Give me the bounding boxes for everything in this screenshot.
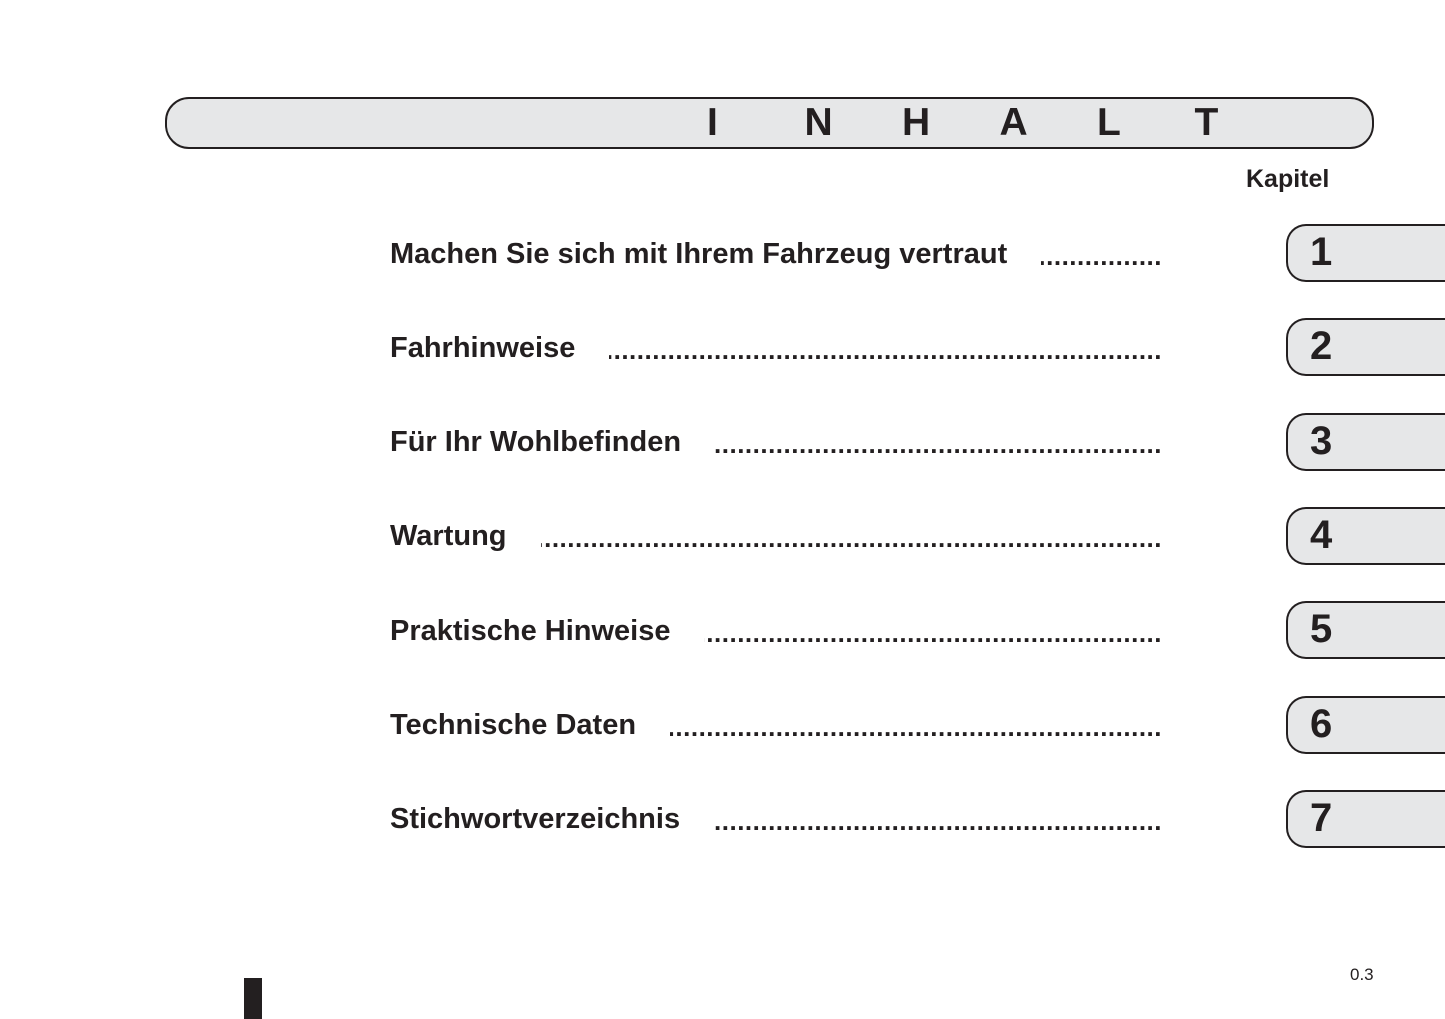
toc-entry[interactable] [390, 328, 1162, 368]
toc-entry[interactable] [390, 234, 1162, 274]
dot-leader [670, 712, 1162, 743]
toc-entry-label: Fahrhinweise [390, 331, 576, 364]
dot-leader [609, 335, 1162, 366]
toc-entry-label: Technische Daten [390, 709, 637, 741]
dot-leader [714, 806, 1162, 837]
chapter-number: 3 [1310, 418, 1333, 463]
title-letter: N [804, 101, 833, 144]
title-letter: T [1194, 101, 1219, 144]
title-banner [165, 97, 1374, 149]
chapter-number: 1 [1310, 230, 1333, 274]
toc-entry[interactable] [390, 706, 1162, 746]
page-title [707, 99, 1292, 147]
dot-leader [704, 618, 1162, 649]
chapter-tab[interactable] [1286, 413, 1445, 471]
toc-entry[interactable] [390, 800, 1162, 840]
title-letter: I [707, 101, 718, 144]
toc-entry-label: Machen Sie sich mit Ihrem Fahrzeug vertraut [390, 237, 1008, 270]
page-marker-bar [244, 978, 262, 1019]
chapter-tab[interactable] [1286, 601, 1445, 659]
title-letter: L [1097, 101, 1121, 144]
page-number: 0.3 [1350, 965, 1374, 984]
chapter-number: 5 [1310, 607, 1333, 652]
chapter-tab[interactable] [1286, 696, 1445, 754]
dot-leader [715, 429, 1162, 460]
toc-entry[interactable] [390, 423, 1162, 463]
chapter-column-header: Kapitel [1246, 165, 1330, 193]
dot-leader [1041, 241, 1162, 272]
title-letter: H [902, 101, 931, 144]
chapter-tab[interactable] [1286, 224, 1445, 282]
toc-entry-label: Stichwortverzeichnis [390, 803, 681, 836]
dot-leader [541, 523, 1162, 554]
toc-entry-label: Für Ihr Wohlbefinden [390, 426, 682, 459]
chapter-number: 2 [1310, 324, 1333, 369]
chapter-number: 6 [1310, 701, 1333, 746]
title-letter: A [999, 101, 1028, 144]
toc-entry[interactable] [390, 517, 1162, 557]
chapter-tab[interactable] [1286, 790, 1445, 848]
toc-entry-label: Praktische Hinweise [390, 614, 671, 647]
toc-entry-label: Wartung [390, 520, 507, 553]
chapter-number: 4 [1310, 512, 1333, 557]
toc-entry[interactable] [390, 611, 1162, 651]
chapter-number: 7 [1310, 795, 1333, 840]
chapter-tab[interactable] [1286, 318, 1445, 376]
chapter-tab[interactable] [1286, 507, 1445, 565]
